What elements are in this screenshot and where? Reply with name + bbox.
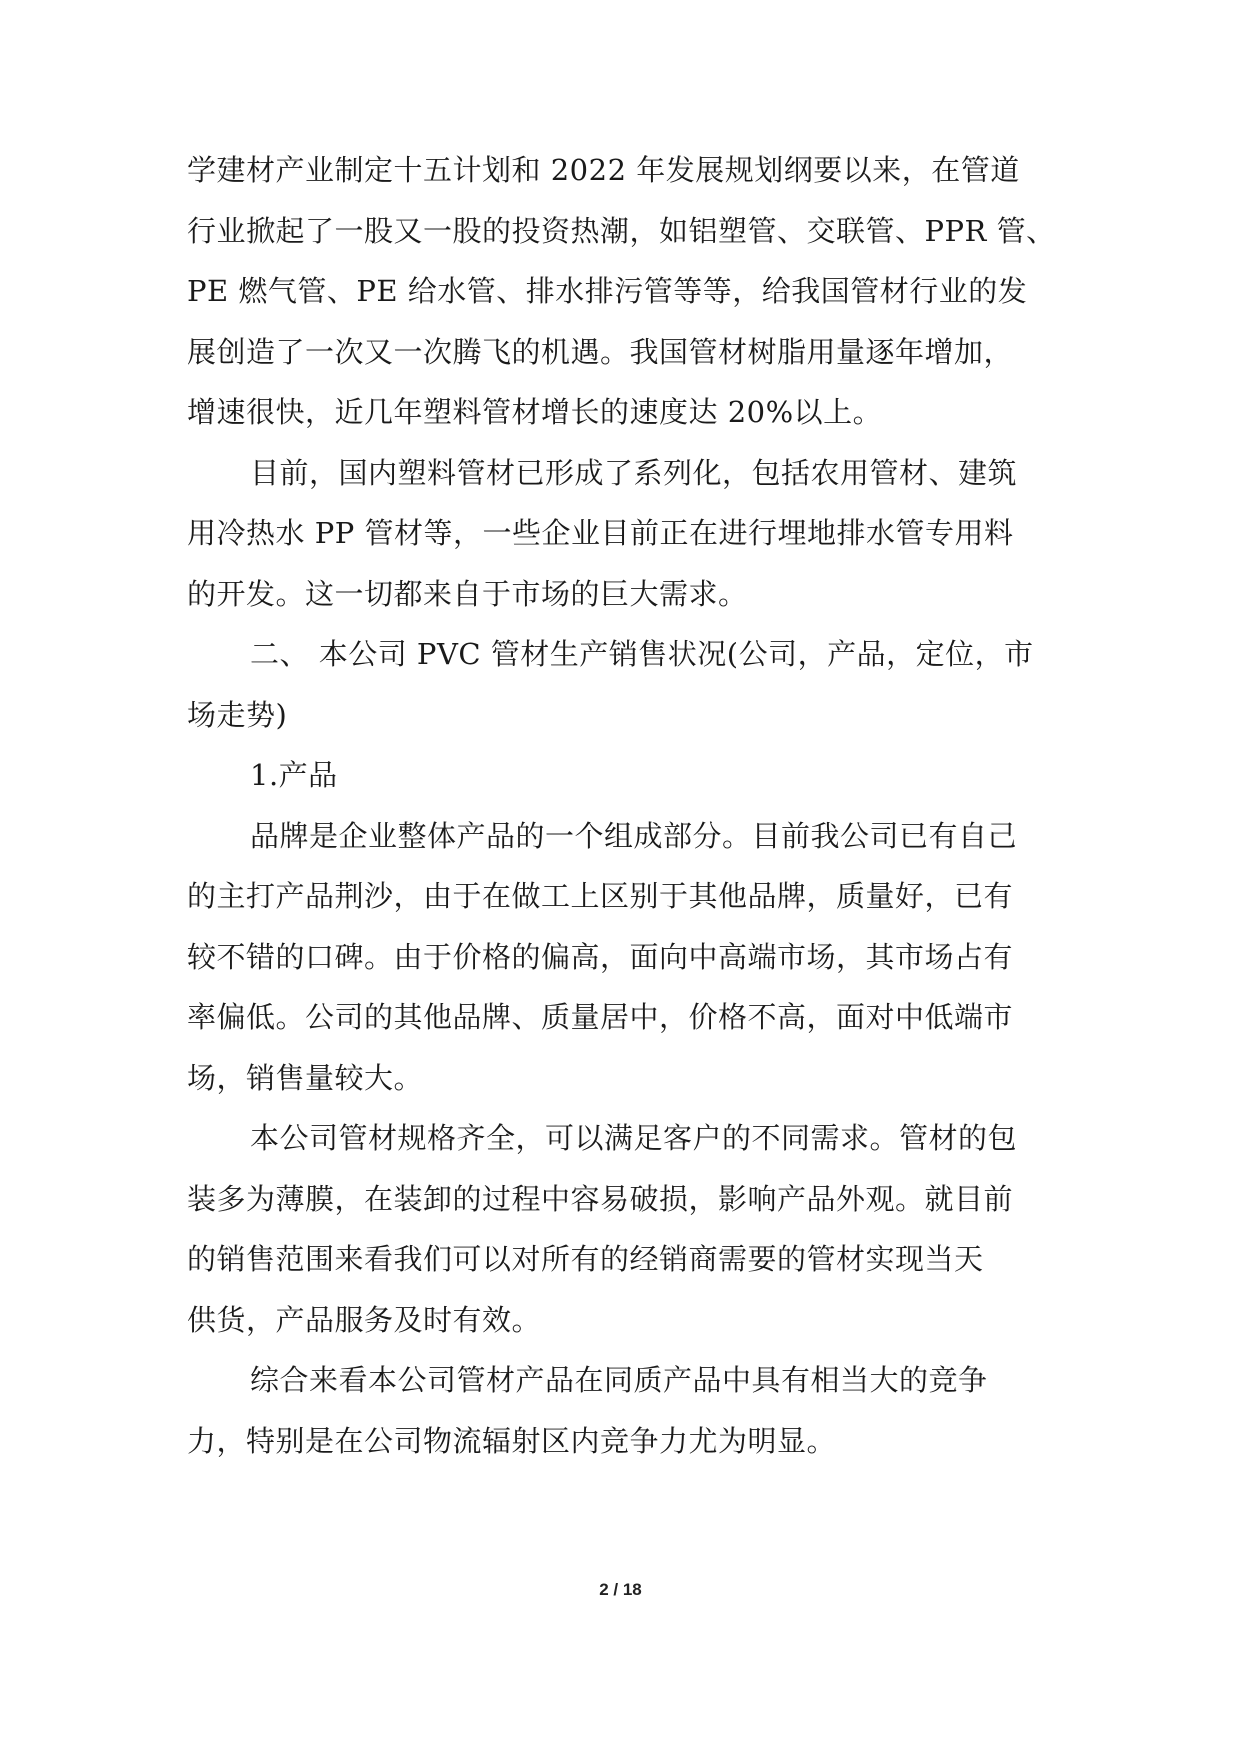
- text-line: 行业掀起了一股又一股的投资热潮，如铝塑管、交联管、PPR 管、: [187, 214, 1056, 248]
- text-line: 力，特别是在公司物流辐射区内竞争力尤为明显。: [187, 1424, 837, 1458]
- section-heading: 二、 本公司 PVC 管材生产销售状况(公司，产品，定位，市: [250, 637, 1034, 671]
- text-line: 场，销售量较大。: [187, 1061, 424, 1095]
- text-line: 的主打产品荆沙，由于在做工上区别于其他品牌，质量好，已有: [187, 879, 1014, 913]
- text-line: 较不错的口碑。由于价格的偏高，面向中高端市场，其市场占有: [187, 940, 1014, 974]
- text-line: 本公司管材规格齐全，可以满足客户的不同需求。管材的包: [250, 1121, 1018, 1155]
- text-line: PE 燃气管、PE 给水管、排水排污管等等，给我国管材行业的发: [187, 274, 1028, 308]
- text-line: 率偏低。公司的其他品牌、质量居中，价格不高，面对中低端市: [187, 1000, 1014, 1034]
- text-line: 的开发。这一切都来自于市场的巨大需求。: [187, 577, 748, 611]
- text-line: 装多为薄膜，在装卸的过程中容易破损，影响产品外观。就目前: [187, 1182, 1014, 1216]
- text-line: 用冷热水 PP 管材等，一些企业目前正在进行埋地排水管专用料: [187, 516, 1014, 550]
- text-line: 增速很快，近几年塑料管材增长的速度达 20%以上。: [187, 395, 883, 429]
- subsection-heading: 1.产品: [250, 758, 338, 792]
- section-heading: 场走势): [187, 698, 288, 732]
- text-line: 目前，国内塑料管材已形成了系列化，包括农用管材、建筑: [250, 456, 1018, 490]
- text-line: 学建材产业制定十五计划和 2022 年发展规划纲要以来，在管道: [187, 153, 1020, 187]
- text-line: 综合来看本公司管材产品在同质产品中具有相当大的竞争: [250, 1363, 988, 1397]
- text-line: 品牌是企业整体产品的一个组成部分。目前我公司已有自己: [250, 819, 1018, 853]
- text-line: 供货，产品服务及时有效。: [187, 1303, 542, 1337]
- page-number: 2 / 18: [599, 1580, 642, 1599]
- text-line: 展创造了一次又一次腾飞的机遇。我国管材树脂用量逐年增加，: [187, 335, 1014, 369]
- text-line: 的销售范围来看我们可以对所有的经销商需要的管材实现当天: [187, 1242, 984, 1276]
